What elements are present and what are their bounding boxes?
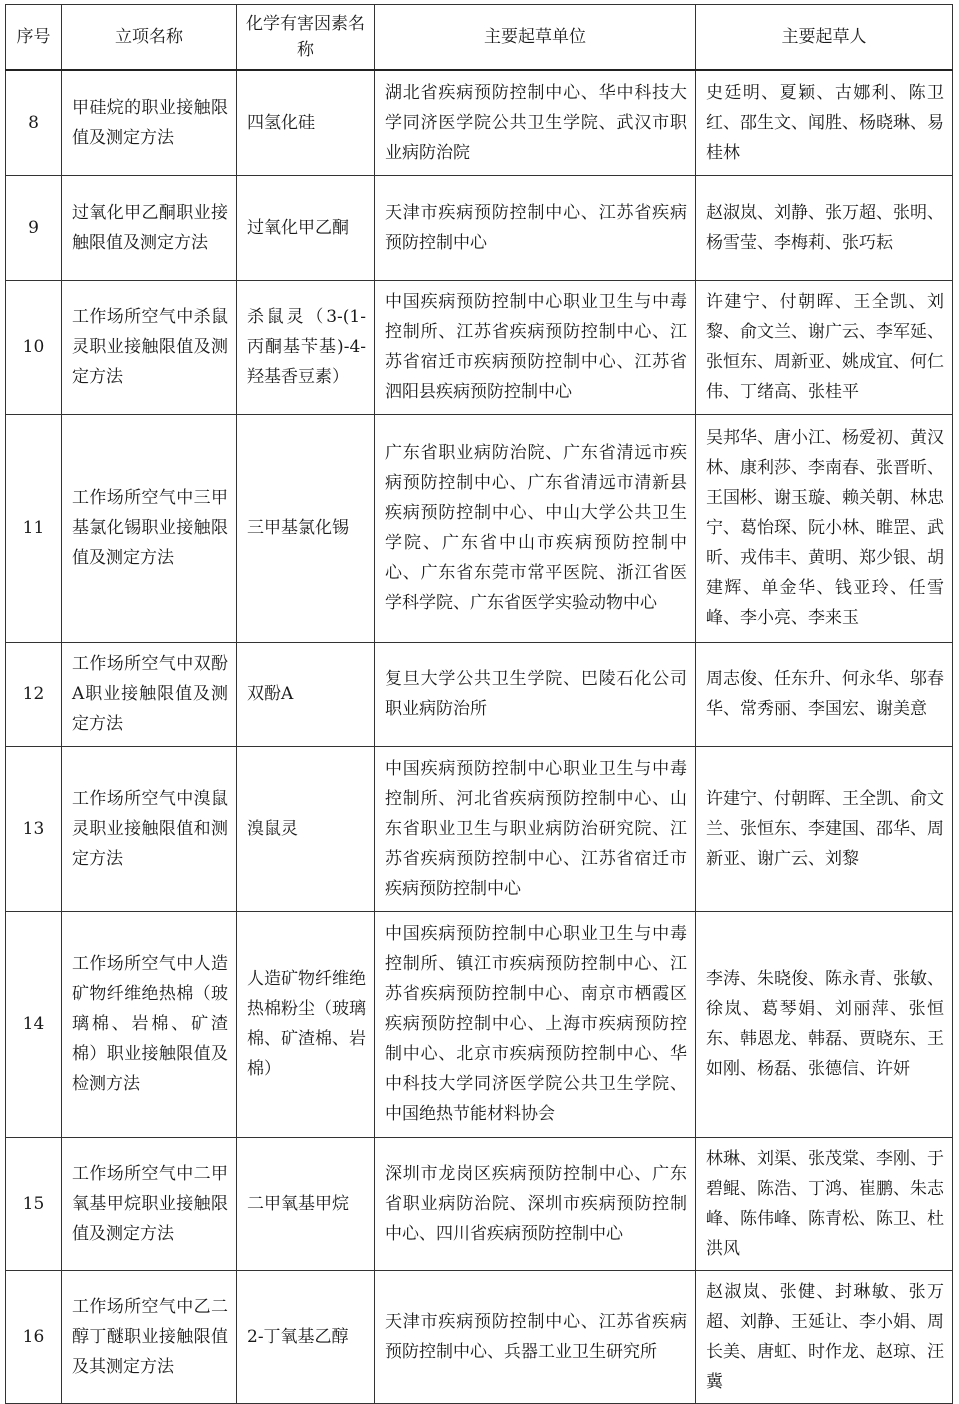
cell-drafters: 林琳、刘渠、张茂棠、李刚、于碧鲲、陈浩、丁鸿、崔鹏、朱志峰、陈伟峰、陈青松、陈卫、杜洪风: [696, 1137, 953, 1270]
cell-project-name: 工作场所空气中三甲基氯化锡职业接触限值及测定方法: [62, 414, 237, 642]
cell-drafting-units: 中国疾病预防控制中心职业卫生与中毒控制所、江苏省疾病预防控制中心、江苏省宿迁市疾病预防控制中心、江苏省泗阳县疾病预防控制中心: [375, 280, 696, 414]
cell-drafters: 许建宁、付朝晖、王全凯、俞文兰、张恒东、李建国、邵华、周新亚、谢广云、刘黎: [696, 746, 953, 911]
cell-drafters: 吴邦华、唐小江、杨爱初、黄汉林、康利莎、李南春、张晋昕、王国彬、谢玉璇、赖关朝、林忠宁、葛怡琛、阮小林、睢罡、武昕、戎伟丰、黄明、郑少银、胡建辉、单金华、钱亚玲、任雪峰、李小亮、李来玉: [696, 414, 953, 642]
cell-chemical-factor: 2-丁氧基乙醇: [237, 1270, 375, 1403]
cell-drafters: 史廷明、夏颖、古娜利、陈卫红、邵生文、闻胜、杨晓琳、易桂林: [696, 70, 953, 175]
cell-drafting-units: 天津市疾病预防控制中心、江苏省疾病预防控制中心、兵器工业卫生研究所: [375, 1270, 696, 1403]
cell-no: 16: [6, 1270, 62, 1403]
cell-no: 8: [6, 70, 62, 175]
cell-project-name: 工作场所空气中溴鼠灵职业接触限值和测定方法: [62, 746, 237, 911]
document-page: [5, 4, 952, 1404]
cell-chemical-factor: 人造矿物纤维绝热棉粉尘（玻璃棉、矿渣棉、岩棉）: [237, 911, 375, 1137]
table-row: [6, 642, 953, 746]
table-row: [6, 414, 953, 642]
cell-no: 13: [6, 746, 62, 911]
cell-drafting-units: 复旦大学公共卫生学院、巴陵石化公司职业病防治所: [375, 642, 696, 746]
cell-project-name: 工作场所空气中双酚A职业接触限值及测定方法: [62, 642, 237, 746]
cell-chemical-factor: 二甲氧基甲烷: [237, 1137, 375, 1270]
cell-project-name: 工作场所空气中杀鼠灵职业接触限值及测定方法: [62, 280, 237, 414]
cell-drafting-units: 中国疾病预防控制中心职业卫生与中毒控制所、镇江市疾病预防控制中心、江苏省疾病预防控制中心、南京市栖霞区疾病预防控制中心、上海市疾病预防控制中心、北京市疾病预防控制中心、华中科技大学同济医学院公共卫生学院、中国绝热节能材料协会: [375, 911, 696, 1137]
cell-drafters: 周志俊、任东升、何永华、邬春华、常秀丽、李国宏、谢美意: [696, 642, 953, 746]
cell-drafting-units: 广东省职业病防治院、广东省清远市疾病预防控制中心、广东省清远市清新县疾病预防控制中心、中山大学公共卫生学院、广东省中山市疾病预防控制中心、广东省东莞市常平医院、浙江省医学科学院、广东省医学实验动物中心: [375, 414, 696, 642]
cell-project-name: 甲硅烷的职业接触限值及测定方法: [62, 70, 237, 175]
table-row: [6, 1137, 953, 1270]
cell-drafting-units: 湖北省疾病预防控制中心、华中科技大学同济医学院公共卫生学院、武汉市职业病防治院: [375, 70, 696, 175]
header-drafters: 主要起草人: [696, 5, 953, 71]
table-row: [6, 911, 953, 1137]
cell-no: 11: [6, 414, 62, 642]
cell-drafters: 赵淑岚、张健、封琳敏、张万超、刘静、王延让、李小娟、周长美、唐虹、时作龙、赵琼、汪冀: [696, 1270, 953, 1403]
table-row: [6, 746, 953, 911]
cell-project-name: 过氧化甲乙酮职业接触限值及测定方法: [62, 175, 237, 280]
cell-chemical-factor: 过氧化甲乙酮: [237, 175, 375, 280]
cell-chemical-factor: 三甲基氯化锡: [237, 414, 375, 642]
cell-drafting-units: 中国疾病预防控制中心职业卫生与中毒控制所、河北省疾病预防控制中心、山东省职业卫生与职业病防治研究院、江苏省疾病预防控制中心、江苏省宿迁市疾病预防控制中心: [375, 746, 696, 911]
cell-drafters: 赵淑岚、刘静、张万超、张明、杨雪莹、李梅莉、张巧耘: [696, 175, 953, 280]
cell-drafting-units: 天津市疾病预防控制中心、江苏省疾病预防控制中心: [375, 175, 696, 280]
cell-drafters: 许建宁、付朝晖、王全凯、刘黎、俞文兰、谢广云、李军延、张恒东、周新亚、姚成宜、何仁伟、丁绪高、张桂平: [696, 280, 953, 414]
cell-chemical-factor: 双酚A: [237, 642, 375, 746]
table-body: [6, 70, 953, 1403]
table-row: [6, 1270, 953, 1403]
cell-project-name: 工作场所空气中人造矿物纤维绝热棉（玻璃棉、岩棉、矿渣棉）职业接触限值及检测方法: [62, 911, 237, 1137]
header-drafting-units: 主要起草单位: [375, 5, 696, 71]
table-header: [6, 5, 953, 71]
table-row: [6, 175, 953, 280]
header-no: 序号: [6, 5, 62, 71]
cell-no: 15: [6, 1137, 62, 1270]
cell-drafting-units: 深圳市龙岗区疾病预防控制中心、广东省职业病防治院、深圳市疾病预防控制中心、四川省疾病预防控制中心: [375, 1137, 696, 1270]
cell-chemical-factor: 杀鼠灵（3-(1-丙酮基苄基)-4-羟基香豆素）: [237, 280, 375, 414]
cell-no: 9: [6, 175, 62, 280]
cell-project-name: 工作场所空气中二甲氧基甲烷职业接触限值及测定方法: [62, 1137, 237, 1270]
cell-chemical-factor: 四氢化硅: [237, 70, 375, 175]
drafting-table: [5, 4, 953, 1404]
cell-drafters: 李涛、朱晓俊、陈永青、张敏、徐岚、葛琴娟、刘丽萍、张恒东、韩恩龙、韩磊、贾晓东、王如刚、杨磊、张德信、许妍: [696, 911, 953, 1137]
table-row: [6, 280, 953, 414]
cell-chemical-factor: 溴鼠灵: [237, 746, 375, 911]
cell-no: 14: [6, 911, 62, 1137]
header-project-name: 立项名称: [62, 5, 237, 71]
cell-no: 10: [6, 280, 62, 414]
header-chemical-factor: 化学有害因素名称: [237, 5, 375, 71]
cell-no: 12: [6, 642, 62, 746]
table-row: [6, 70, 953, 175]
cell-project-name: 工作场所空气中乙二醇丁醚职业接触限值及其测定方法: [62, 1270, 237, 1403]
